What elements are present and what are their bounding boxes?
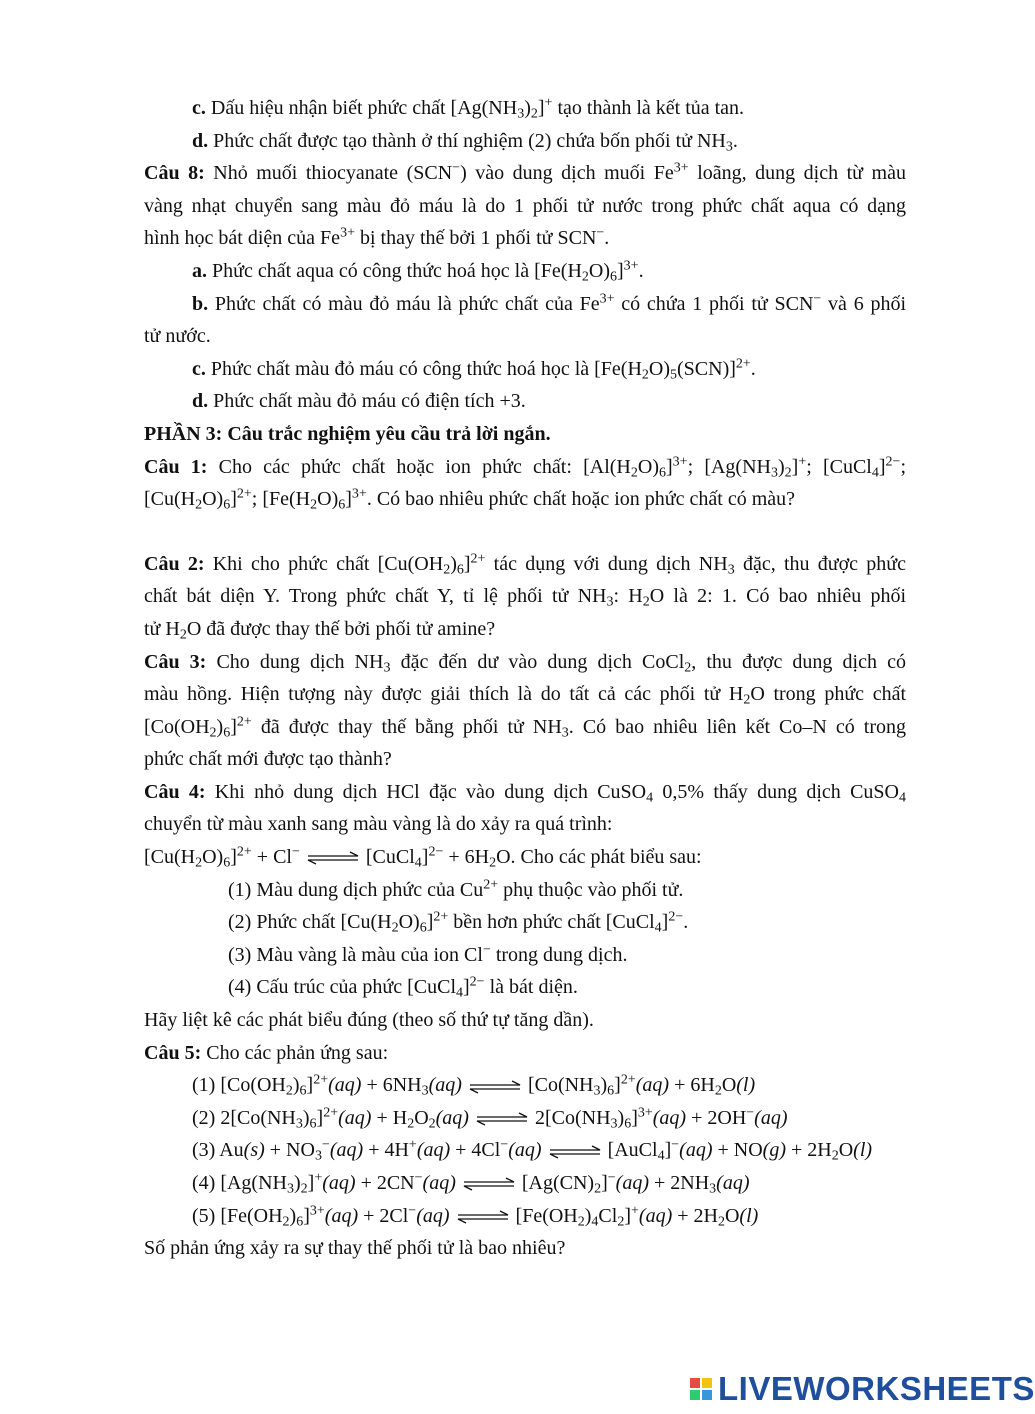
- q3-line-3: $[Co(OH_2)_6]^{2+}$ đã được thay thế bằng phối tử $NH_3$. Có bao nhiêu liên kết Co–N có trong: [144, 714, 906, 741]
- q8-option-d: d. Phức chất màu đỏ máu có điện tích +3.: [192, 390, 526, 413]
- q8-line-1: Câu 8: Nhỏ muối thiocyanate (SCN−) vào dung dịch muối $Fe^{3+}$ loãng, dung dịch từ màu: [144, 160, 906, 185]
- q5-reaction-4: (4) $[Ag(NH_3)_2]^+(aq) + 2CN^-(aq) [Ag(CN)_2]^-(aq) + 2NH_3(aq)$: [192, 1170, 750, 1197]
- q8-option-b-cont: tử nước.: [144, 325, 211, 348]
- question-label: Câu 2:: [144, 552, 205, 575]
- brand-name: LIVEWORKSHEETS: [718, 1370, 1035, 1407]
- q2-line-3: tử $H_2O$ đã được thay thế bởi phối tử amine?: [144, 617, 496, 643]
- answer-space: [144, 516, 906, 548]
- q8-line-3: hình học bát diện của $Fe^{3+}$ bị thay thế bởi 1 phối tử SCN−.: [144, 225, 610, 250]
- q4-statement-3: (3) Màu vàng là màu của ion Cl− trong dung dịch.: [228, 942, 628, 966]
- q8-option-c: c. Phức chất màu đỏ máu có công thức hoá học là $[Fe(H_2O)_5(SCN)]^{2+}$.: [192, 356, 756, 383]
- logo-square-blue: [702, 1390, 712, 1400]
- part3-heading: PHẦN 3: Câu trắc nghiệm yêu cầu trả lời ngắn.: [144, 422, 551, 445]
- q2-line-1: Câu 2: Khi cho phức chất $[Cu(OH_2)_6]^{2+}$ tác dụng với dung dịch $NH_3$ đặc, thu được phức: [144, 551, 907, 578]
- logo-grid-icon: [690, 1378, 712, 1400]
- question-label: Câu 3:: [144, 650, 207, 673]
- q4-equation: $[Cu(H_2O)_6]^{2+} + Cl^-$ [CuCl$_4$]$^{2-}$ + $6H_2O$. Cho các phát biểu sau:: [144, 844, 702, 871]
- q4-statement-4: (4) Cấu trúc của phức [CuCl$_4$]$^{2-}$ là bát diện.: [228, 974, 578, 1001]
- logo-square-yellow: [702, 1378, 712, 1388]
- question-label: Câu 4:: [144, 780, 206, 803]
- q1-line-2: $[Cu(H_2O)_6]^{2+}$; $[Fe(H_2O)_6]^{3+}$. Có bao nhiêu phức chất hoặc ion phức chất có màu?: [144, 486, 796, 513]
- equilibrium-arrow-icon: [475, 1112, 529, 1126]
- equilibrium-arrow-icon: [468, 1080, 522, 1094]
- q2-line-2: chất bát diện Y. Trong phức chất Y, tỉ lệ phối tử $NH_3$: $H_2O$ là 2: 1. Có bao nhiêu phối: [144, 585, 907, 610]
- logo-square-red: [690, 1378, 700, 1388]
- equilibrium-arrow-icon: [306, 851, 360, 865]
- equilibrium-arrow-icon: [456, 1210, 510, 1224]
- q8-line-2: vàng nhạt chuyển sang màu đỏ máu là do 1 phối tử nước trong phức chất aqua có dạng: [144, 194, 906, 217]
- q4-ask: Hãy liệt kê các phát biểu đúng (theo số thứ tự tăng dần).: [144, 1009, 594, 1032]
- question-label: Câu 1:: [144, 455, 208, 478]
- q4-line-2: chuyển từ màu xanh sang màu vàng là do xảy ra quá trình:: [144, 813, 613, 836]
- question-label: Câu 5:: [144, 1041, 202, 1064]
- equilibrium-arrow-icon: [548, 1145, 602, 1159]
- equilibrium-arrow-icon: [462, 1177, 516, 1191]
- q4-statement-1: (1) Màu dung dịch phức của $Cu^{2+}$ phụ thuộc vào phối tử.: [228, 876, 684, 901]
- worksheet-page: [144, 92, 906, 1265]
- q7-option-d: d. Phức chất được tạo thành ở thí nghiệm (2) chứa bốn phối tử $NH_3$.: [192, 129, 738, 155]
- q3-line-4: phức chất mới được tạo thành?: [144, 748, 392, 771]
- liveworksheets-logo[interactable]: [690, 1370, 1035, 1408]
- q4-line-1: Câu 4: Khi nhỏ dung dịch HCl đặc vào dung dịch CuSO$_4$ 0,5% thấy dung dịch CuSO$_4$: [144, 780, 906, 806]
- q3-line-2: màu hồng. Hiện tượng này được giải thích là do tất cả các phối tử $H_2O$ trong phức chất: [144, 683, 907, 708]
- q5-reaction-2: (2) $2[Co(NH_3)_6]^{2+}(aq) + H_2O_2(aq) 2[Co(NH_3)_6]^{3+}(aq) + 2OH^-(aq)$: [192, 1105, 788, 1132]
- q4-statement-2: (2) Phức chất $[Cu(H_2O)_6]^{2+}$ bền hơn phức chất [CuCl$_4$]$^{2-}$.: [228, 909, 689, 936]
- q7-option-c: c. Dấu hiệu nhận biết phức chất $[Ag(NH_3)_2]^+$ tạo thành là kết tủa tan.: [192, 95, 745, 122]
- q3-line-1: Câu 3: Cho dung dịch $NH_3$ đặc đến dư vào dung dịch CoCl$_2$, thu được dung dịch có: [144, 650, 906, 675]
- q8-option-b: b. Phức chất có màu đỏ máu là phức chất của $Fe^{3+}$ có chứa 1 phối tử SCN− và 6 phối: [192, 290, 907, 315]
- q5-reaction-5: (5) $[Fe(OH_2)_6]^{3+}(aq) + 2Cl^-(aq) [Fe(OH_2)_4Cl_2]^+(aq) + 2H_2O(l)$: [192, 1202, 759, 1230]
- q5-ask: Số phản ứng xảy ra sự thay thế phối tử là bao nhiêu?: [144, 1237, 566, 1260]
- question-label: Câu 8:: [144, 162, 205, 185]
- q5-reaction-1: (1) $[Co(OH_2)_6]^{2+}(aq) + 6NH_3(aq) [Co(NH_3)_6]^{2+}(aq) + 6H_2O(l)$: [192, 1072, 756, 1099]
- q8-option-a: a. Phức chất aqua có công thức hoá học là $[Fe(H_2O)_6]^{3+}$.: [192, 258, 644, 285]
- q5-reaction-3: (3) $Au(s) + NO_3^-(aq) + 4H^+(aq) + 4Cl^-(aq)$ [AuCl$_4$]−(aq) + $NO(g) + 2H_2O(l)$: [192, 1137, 873, 1164]
- q5-intro: Câu 5: Cho các phản ứng sau:: [144, 1041, 389, 1064]
- q1-line-1: Câu 1: Cho các phức chất hoặc ion phức chất: $[Al(H_2O)_6]^{3+}$; $[Ag(NH_3)_2]^+$; [CuCl$_4$]$^{2-}$;: [144, 453, 907, 481]
- logo-square-green: [690, 1390, 700, 1400]
